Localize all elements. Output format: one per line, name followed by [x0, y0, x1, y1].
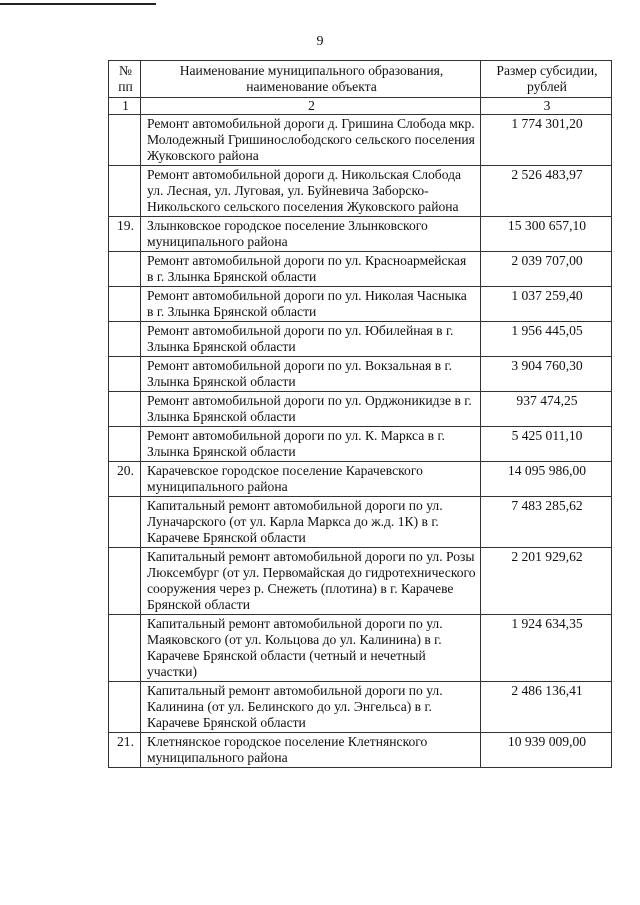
table-row	[109, 357, 612, 392]
row-amount: 1 956 445,05	[481, 322, 612, 357]
row-number	[109, 287, 141, 322]
table-row	[109, 217, 612, 252]
table-row	[109, 427, 612, 462]
row-name: Капитальный ремонт автомобильной дороги по ул. Луначарского (от ул. Карла Маркса до ж.д. 1К) в г. Карачеве Брянской области	[141, 497, 481, 548]
table-row	[109, 166, 612, 217]
row-amount: 937 474,25	[481, 392, 612, 427]
row-name: Капитальный ремонт автомобильной дороги по ул. Калинина (от ул. Белинского до ул. Энгельса) в г. Карачеве Брянской области	[141, 682, 481, 733]
row-number	[109, 252, 141, 287]
table-row	[109, 287, 612, 322]
table-row	[109, 615, 612, 682]
row-amount: 2 486 136,41	[481, 682, 612, 733]
row-number	[109, 615, 141, 682]
row-name: Капитальный ремонт автомобильной дороги по ул. Розы Люксембург (от ул. Первомайская до гидротехнического сооружения через р. Снежеть (плотина) в г. Карачеве Брянской области	[141, 548, 481, 615]
header-amount: Размер субсидии, рублей	[481, 61, 612, 98]
table-row	[109, 322, 612, 357]
table-row	[109, 733, 612, 768]
row-number	[109, 392, 141, 427]
row-number	[109, 357, 141, 392]
table-row	[109, 682, 612, 733]
row-amount: 7 483 285,62	[481, 497, 612, 548]
row-name: Ремонт автомобильной дороги по ул. Орджоникидзе в г. Злынка Брянской области	[141, 392, 481, 427]
column-index-3: 3	[481, 98, 612, 115]
row-name: Злынковское городское поселение Злынковского муниципального района	[141, 217, 481, 252]
header-number: № пп	[109, 61, 141, 98]
row-number: 19.	[109, 217, 141, 252]
row-number	[109, 166, 141, 217]
row-number	[109, 322, 141, 357]
table-header-row	[109, 61, 612, 98]
row-number	[109, 497, 141, 548]
table-row	[109, 252, 612, 287]
column-index-1: 1	[109, 98, 141, 115]
row-amount: 14 095 986,00	[481, 462, 612, 497]
table-row	[109, 462, 612, 497]
row-name: Ремонт автомобильной дороги по ул. К. Маркса в г. Злынка Брянской области	[141, 427, 481, 462]
row-amount: 15 300 657,10	[481, 217, 612, 252]
row-name: Ремонт автомобильной дороги по ул. Юбилейная в г. Злынка Брянской области	[141, 322, 481, 357]
row-name: Ремонт автомобильной дороги д. Никольская Слобода ул. Лесная, ул. Луговая, ул. Буйневича Заборско-Никольского сельского поселения Жуковского района	[141, 166, 481, 217]
subsidy-table	[108, 60, 612, 768]
table-row	[109, 392, 612, 427]
row-number	[109, 115, 141, 166]
row-name: Клетнянское городское поселение Клетнянского муниципального района	[141, 733, 481, 768]
row-amount: 5 425 011,10	[481, 427, 612, 462]
row-name: Ремонт автомобильной дороги по ул. Николая Часныка в г. Злынка Брянской области	[141, 287, 481, 322]
header-rule	[0, 3, 156, 5]
row-amount: 2 201 929,62	[481, 548, 612, 615]
row-name: Ремонт автомобильной дороги по ул. Красноармейская в г. Злынка Брянской области	[141, 252, 481, 287]
row-number	[109, 682, 141, 733]
row-name: Карачевское городское поселение Карачевского муниципального района	[141, 462, 481, 497]
row-amount: 1 037 259,40	[481, 287, 612, 322]
row-number: 20.	[109, 462, 141, 497]
row-number: 21.	[109, 733, 141, 768]
row-amount: 1 924 634,35	[481, 615, 612, 682]
row-number	[109, 427, 141, 462]
column-index-2: 2	[141, 98, 481, 115]
header-name: Наименование муниципального образования, наименование объекта	[141, 61, 481, 98]
row-number	[109, 548, 141, 615]
row-amount: 3 904 760,30	[481, 357, 612, 392]
table-row	[109, 548, 612, 615]
table-row	[109, 115, 612, 166]
row-amount: 2 526 483,97	[481, 166, 612, 217]
table-row	[109, 497, 612, 548]
row-amount: 2 039 707,00	[481, 252, 612, 287]
row-name: Ремонт автомобильной дороги по ул. Вокзальная в г. Злынка Брянской области	[141, 357, 481, 392]
row-amount: 1 774 301,20	[481, 115, 612, 166]
column-index-row	[109, 98, 612, 115]
row-amount: 10 939 009,00	[481, 733, 612, 768]
page-number: 9	[316, 34, 324, 49]
row-name: Капитальный ремонт автомобильной дороги по ул. Маяковского (от ул. Кольцова до ул. Калинина) в г. Карачеве Брянской области (четный и нечетный участки)	[141, 615, 481, 682]
row-name: Ремонт автомобильной дороги д. Гришина Слобода мкр. Молодежный Гришинослободского сельского поселения Жуковского района	[141, 115, 481, 166]
